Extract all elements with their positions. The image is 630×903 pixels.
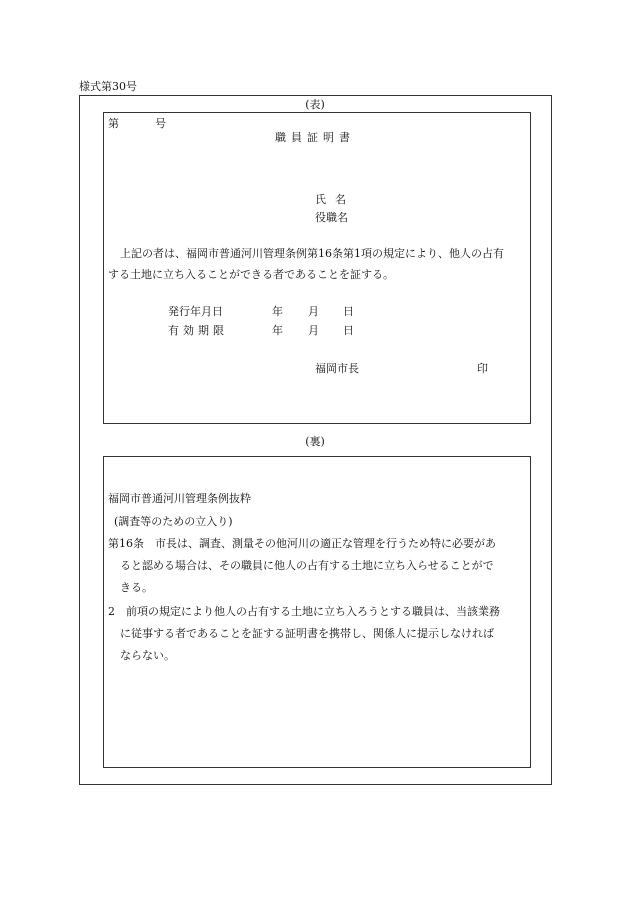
article-text-line: きる。 xyxy=(120,581,153,594)
seal-mark: 印 xyxy=(477,362,488,375)
issue-date-label: 発行年月日 xyxy=(168,305,223,318)
article-text-line: ると認める場合は、その職員に他人の占有する土地に立ち入らせることがで xyxy=(120,559,494,572)
paragraph-2-line: に従事する者であることを証する証明書を携帯し、関係人に提示しなければ xyxy=(120,627,494,640)
issue-year-label: 年 xyxy=(272,305,283,318)
certificate-number-suffix: 号 xyxy=(155,117,166,130)
form-number: 様式第30号 xyxy=(79,80,137,93)
validity-day-label: 日 xyxy=(343,324,354,337)
paragraph-2-line: ならない。 xyxy=(120,649,175,662)
validity-month-label: 月 xyxy=(308,324,319,337)
issue-day-label: 日 xyxy=(343,305,354,318)
article-caption: (調査等のための立入り) xyxy=(114,515,233,528)
position-label: 役職名 xyxy=(315,211,348,224)
validity-year-label: 年 xyxy=(272,324,283,337)
front-side-heading: (表) xyxy=(305,98,325,111)
certificate-title: 職員証明書 xyxy=(275,131,355,144)
certificate-body-line: 上記の者は、福岡市普通河川管理条例第16条第1項の規定により、他人の占有 xyxy=(120,247,504,260)
ordinance-excerpt-title: 福岡市普通河川管理条例抜粋 xyxy=(108,492,251,505)
validity-period-label: 有効期限 xyxy=(168,324,228,337)
name-label: 氏名 xyxy=(315,193,355,206)
back-side-heading: (裏) xyxy=(305,435,325,448)
certificate-body-line: する土地に立ち入ることができる者であることを証する。 xyxy=(108,268,394,281)
paragraph-2-line: 2 前項の規定により他人の占有する土地に立ち入ろうとする職員は、当該業務 xyxy=(108,605,500,618)
article-text-line: 第16条 市長は、調査、測量その他河川の適正な管理を行うため特に必要があ xyxy=(108,537,496,550)
mayor-label: 福岡市長 xyxy=(315,362,359,375)
certificate-number-label: 第 xyxy=(108,117,119,130)
issue-month-label: 月 xyxy=(308,305,319,318)
